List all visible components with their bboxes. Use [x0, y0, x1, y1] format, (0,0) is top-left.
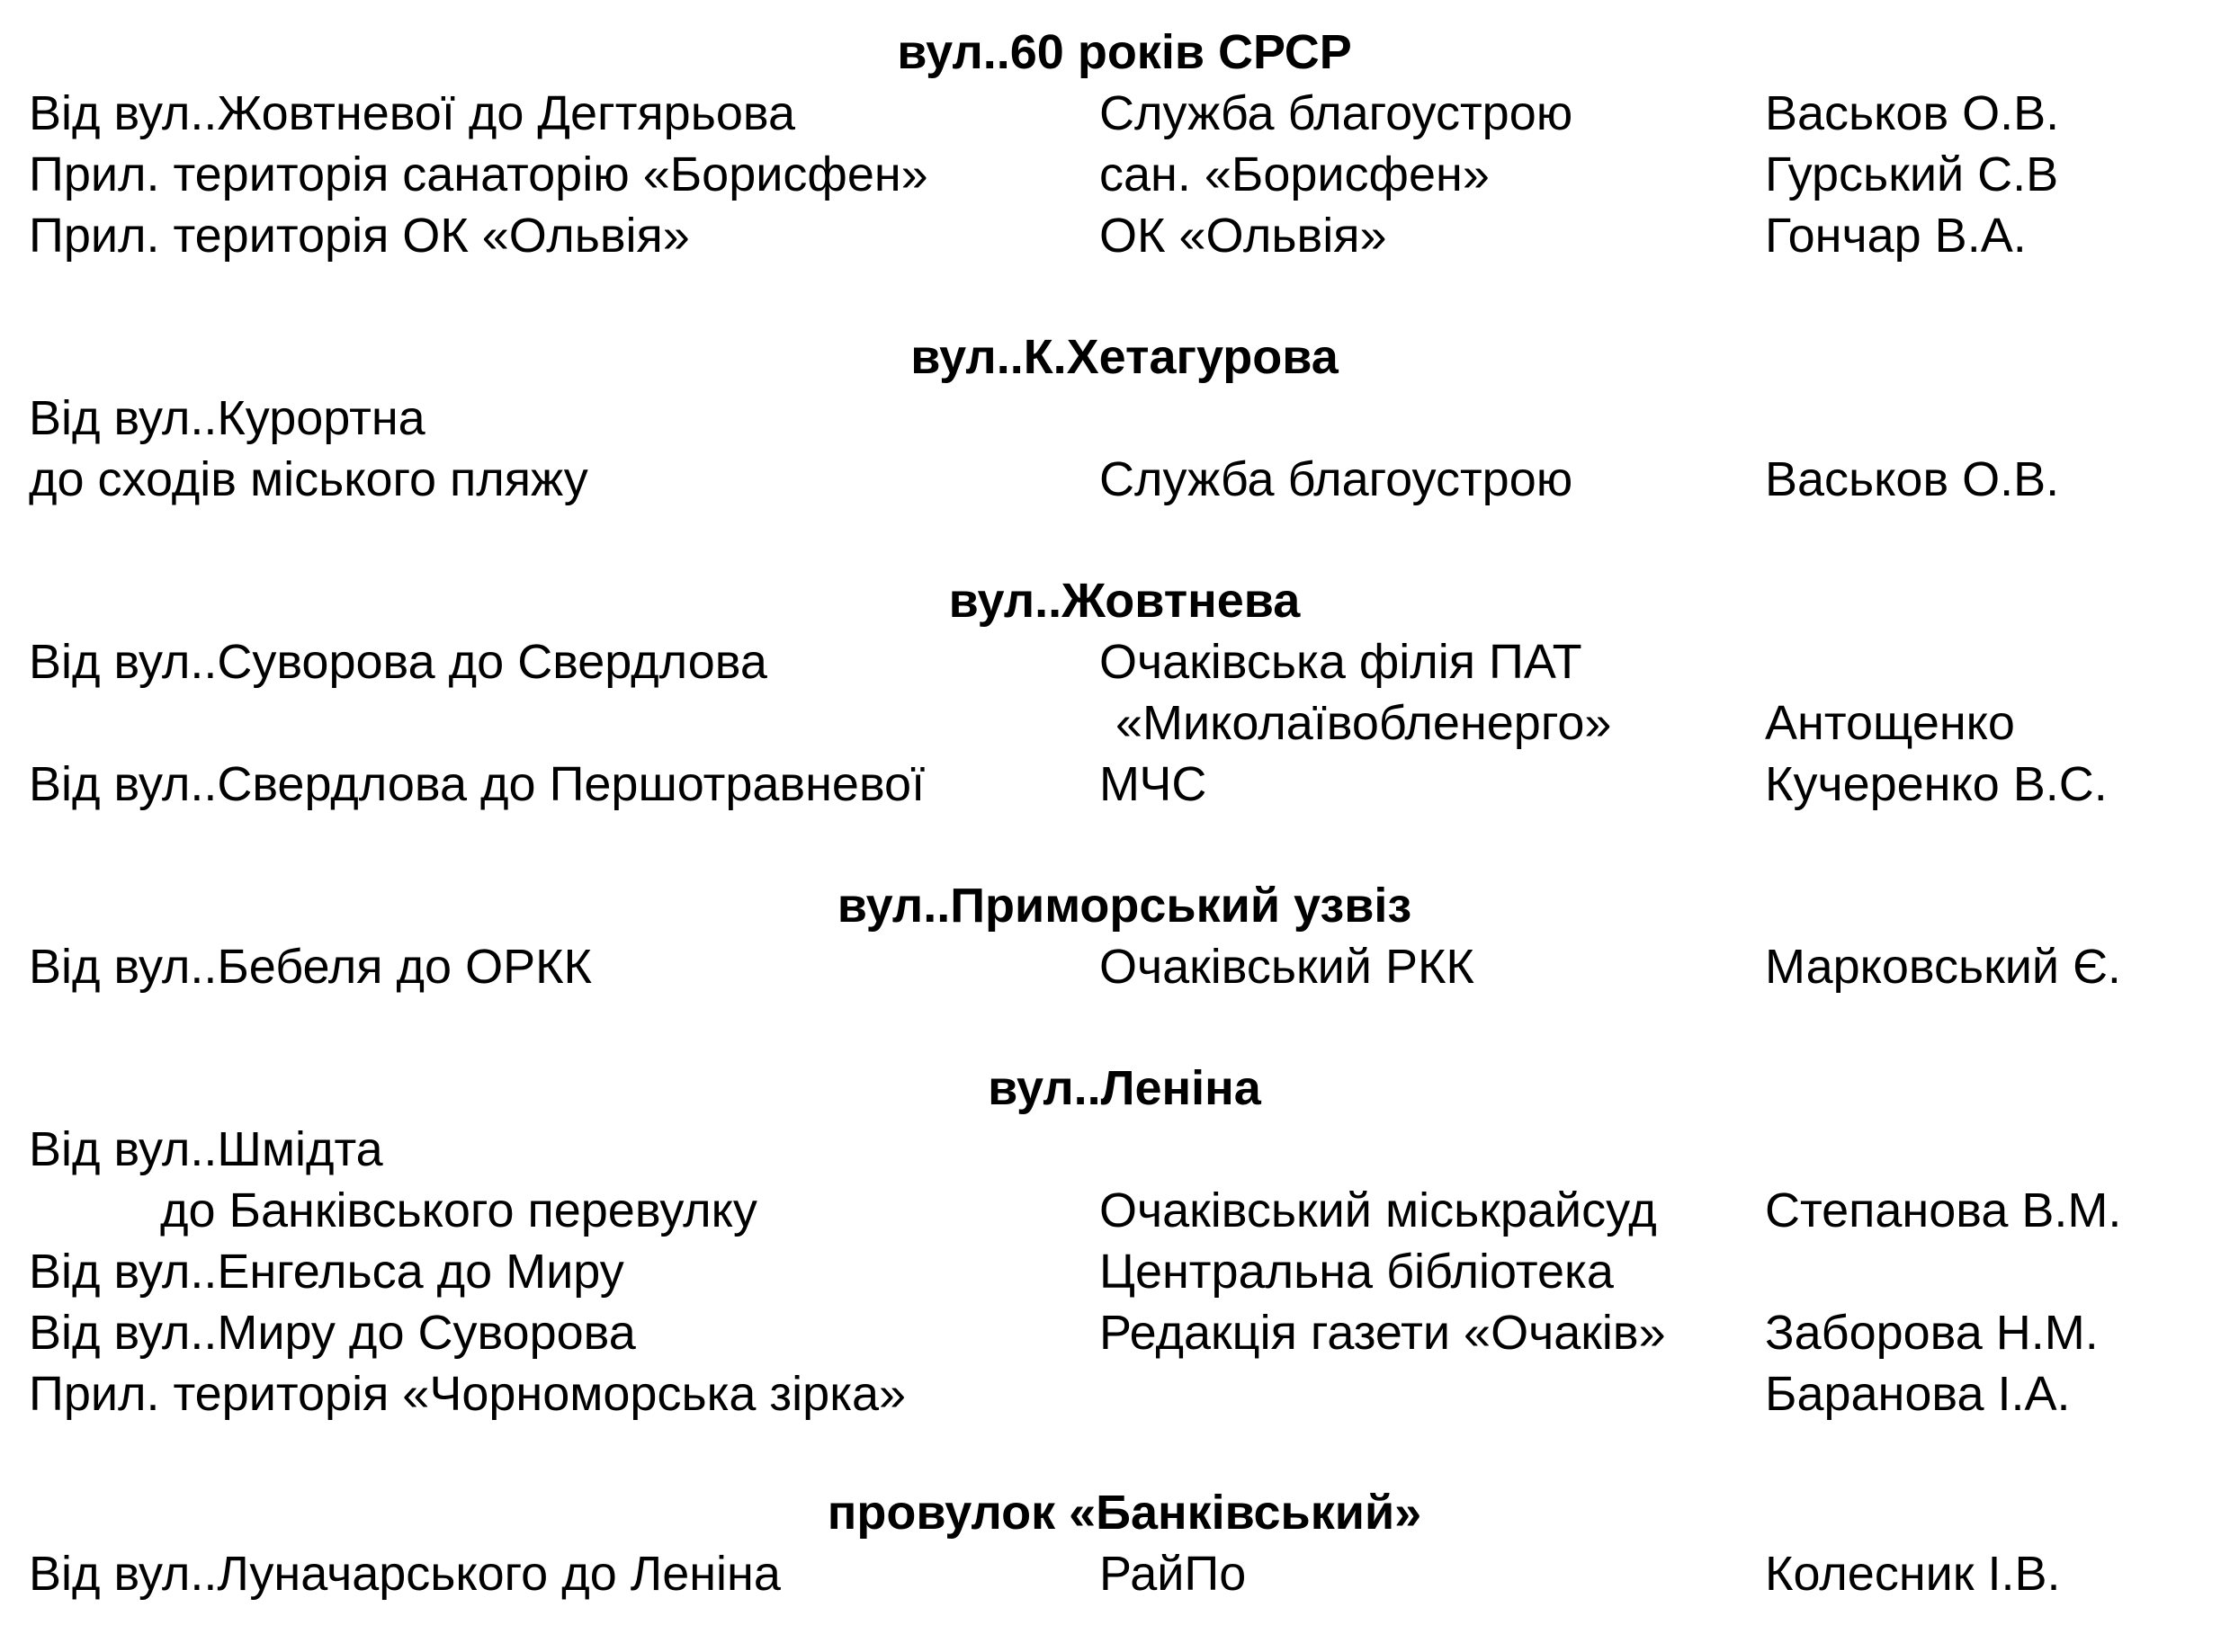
table-row: [0, 754, 2230, 815]
location-cell: до Банківського перевулку: [160, 1183, 757, 1237]
organization-cell: Центральна бібліотека: [1099, 1245, 1614, 1299]
organization-cell: Очаківський міськрайсуд: [1099, 1183, 1657, 1237]
table-row: [0, 388, 2230, 449]
section-heading: вул..60 років СРСР: [897, 25, 1352, 79]
location-cell: Від вул..Миру до Суворова: [29, 1306, 636, 1360]
table-row: [0, 83, 2230, 144]
location-cell: Від вул..Суворова до Свердлова: [29, 635, 767, 689]
section-heading: вул..К.Хетагурова: [910, 330, 1339, 384]
organization-cell: Очаківський РКК: [1099, 940, 1474, 994]
table-row: [0, 1363, 2230, 1424]
organization-cell: Служба благоустрою: [1099, 452, 1573, 506]
table-row: [0, 692, 2230, 754]
organization-cell: ОК «Ольвія»: [1099, 209, 1387, 263]
table-row: [0, 936, 2230, 997]
responsible-person-cell: Васьков О.В.: [1765, 452, 2060, 506]
responsible-person-cell: Гурський С.В: [1765, 147, 2059, 201]
organization-cell: Редакція газети «Очаків»: [1099, 1306, 1666, 1360]
responsible-person-cell: Заборова Н.М.: [1765, 1306, 2099, 1360]
organization-cell: МЧС: [1099, 757, 1207, 811]
table-row: [0, 1180, 2230, 1241]
responsible-person-cell: Кучеренко В.С.: [1765, 757, 2108, 811]
table-row: [0, 205, 2230, 266]
location-cell: Від вул..Енгельса до Миру: [29, 1245, 624, 1299]
location-cell: Від вул..Шмідта: [29, 1122, 383, 1176]
location-cell: до сходів міського пляжу: [29, 452, 588, 506]
responsible-person-cell: Баранова І.А.: [1765, 1367, 2071, 1421]
section-heading: вул..Жовтнева: [948, 574, 1301, 628]
organization-cell: сан. «Борисфен»: [1099, 147, 1490, 201]
location-cell: Від вул..Луначарського до Леніна: [29, 1547, 781, 1601]
table-row: [0, 1241, 2230, 1302]
table-row: [0, 631, 2230, 692]
location-cell: Прил. територія санаторію «Борисфен»: [29, 147, 928, 201]
section-heading: вул..Приморський узвіз: [837, 879, 1412, 933]
responsible-person-cell: Антощенко: [1765, 696, 2015, 750]
organization-cell: Очаківська філія ПАТ: [1099, 635, 1582, 689]
organization-cell: Служба благоустрою: [1099, 86, 1573, 140]
responsible-person-cell: Васьков О.В.: [1765, 86, 2060, 140]
responsible-person-cell: Гончар В.А.: [1765, 209, 2027, 263]
section-heading: вул..Леніна: [988, 1061, 1261, 1115]
location-cell: Від вул..Жовтневої до Дегтярьова: [29, 86, 795, 140]
responsible-person-cell: Колесник І.В.: [1765, 1547, 2061, 1601]
table-row: [0, 1302, 2230, 1363]
location-cell: Прил. територія ОК «Ольвія»: [29, 209, 690, 263]
organization-cell: РайПо: [1099, 1547, 1247, 1601]
organization-cell: «Миколаївобленерго»: [1115, 696, 1612, 750]
table-row: [0, 1543, 2230, 1604]
table-row: [0, 449, 2230, 510]
location-cell: Від вул..Бебеля до ОРКК: [29, 940, 593, 994]
location-cell: Від вул..Курортна: [29, 391, 425, 445]
responsible-person-cell: Степанова В.М.: [1765, 1183, 2122, 1237]
location-cell: Від вул..Свердлова до Першотравневої: [29, 757, 926, 811]
section-heading: провулок «Банківський»: [827, 1486, 1422, 1540]
table-row: [0, 1119, 2230, 1180]
table-row: [0, 144, 2230, 205]
responsible-person-cell: Марковський Є.: [1765, 940, 2121, 994]
location-cell: Прил. територія «Чорноморська зірка»: [29, 1367, 907, 1421]
